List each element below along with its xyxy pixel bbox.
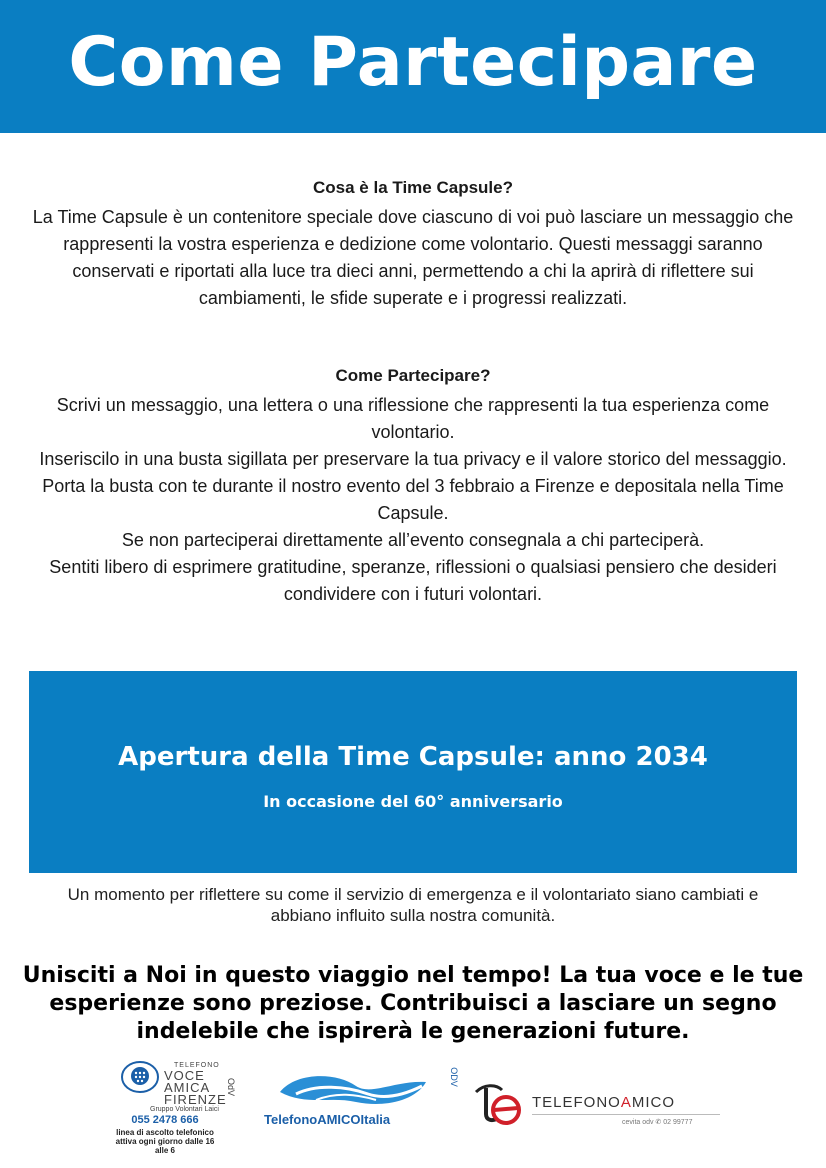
voce-amica-emblem-icon: [120, 1060, 160, 1094]
telefono-amico-name: [532, 1094, 675, 1111]
voce-amica-top: TELEFONO: [174, 1062, 220, 1069]
telefono-amico-divider: [532, 1114, 720, 1115]
what-is-body: La Time Capsule è un contenitore speciale dove ciascuno di voi può lasciare un messaggio che rappresenti la vostra esperienza e dedizione come volontario. Questi messaggi saranno conservati e riportati alla luce tra dieci anni, permettendo a chi la aprirà di riflettere sui cambiamenti, le sfide superate e i progressi realizzati.: [32, 207, 794, 308]
voce-amica-caption-line: attiva ogni giorno dalle 16 alle 6: [115, 1137, 215, 1155]
how-to-step: Scrivi un messaggio, una lettera o una riflessione che rappresenti la tua esperienza come volontario.: [56, 395, 770, 442]
wave-hands-icon: [276, 1072, 436, 1110]
telefono-amico-italia-odv: ODV: [448, 1067, 459, 1087]
opening-panel: [29, 671, 797, 873]
how-to-section: [30, 366, 796, 608]
how-to-heading: Come Partecipare?: [335, 366, 491, 385]
how-to-step: Inseriscilo in una busta sigillata per preservare la tua privacy e il valore storico del messaggio.: [39, 449, 787, 469]
telefono-amico-name-accent: A: [620, 1094, 632, 1111]
telefono-amico-footer: cevita odv ✆ 02 99777: [622, 1119, 693, 1126]
page-title: Come Partecipare: [68, 23, 758, 102]
moment-text: Un momento per riflettere su come il servizio di emergenza e il volontariato siano cambiati e abbiano influito sulla nostra comunità.: [67, 885, 759, 925]
telefono-amico-logo: [470, 1076, 722, 1132]
opening-subtitle: In occasione del 60° anniversario: [263, 792, 563, 811]
how-to-steps: [30, 392, 796, 608]
voce-amica-caption: [110, 1128, 220, 1155]
voce-amica-line1: VOCE: [164, 1068, 205, 1083]
opening-title: Apertura della Time Capsule: anno 2034: [118, 742, 708, 772]
telefono-amico-italia-logo: [262, 1067, 459, 1132]
how-to-step: Porta la busta con te durante il nostro evento del 3 febbraio a Firenze e depositala nella Time Capsule.: [42, 476, 784, 523]
voce-amica-line3: FIRENZE: [164, 1092, 227, 1107]
call-to-action: Unisciti a Noi in questo viaggio nel tempo! La tua voce e le tue esperienze sono preziose. Contribuisci a lasciare un segno indelebile che ispirerà le generazioni future.: [22, 963, 804, 1044]
what-is-section: [30, 178, 796, 312]
voce-amica-group: Gruppo Volontari Laici: [150, 1106, 219, 1113]
how-to-step: Se non parteciperai direttamente all’evento consegnala a chi parteciperà.: [121, 530, 705, 550]
telefono-amico-italia-name: TelefonoAMICOItalia: [264, 1112, 391, 1127]
voce-amica-line2: AMICA: [164, 1080, 211, 1095]
voce-amica-caption-line: linea di ascolto telefonico: [116, 1128, 214, 1137]
how-to-step: Sentiti libero di esprimere gratitudine, speranze, riflessioni o qualsiasi pensiero che desideri condividere con i futuri volontari.: [49, 557, 777, 604]
voce-amica-logo: [110, 1060, 255, 1160]
telefono-amico-emblem-icon: [470, 1078, 526, 1128]
telefono-amico-name-part: TELEFONO: [532, 1094, 621, 1111]
header-band: [0, 0, 826, 133]
telefono-amico-name-part: MICO: [631, 1094, 676, 1111]
voce-amica-phone: 055 2478 666: [131, 1114, 199, 1126]
voce-amica-odv: OdV: [226, 1077, 237, 1097]
what-is-heading: Cosa è la Time Capsule?: [313, 178, 513, 197]
